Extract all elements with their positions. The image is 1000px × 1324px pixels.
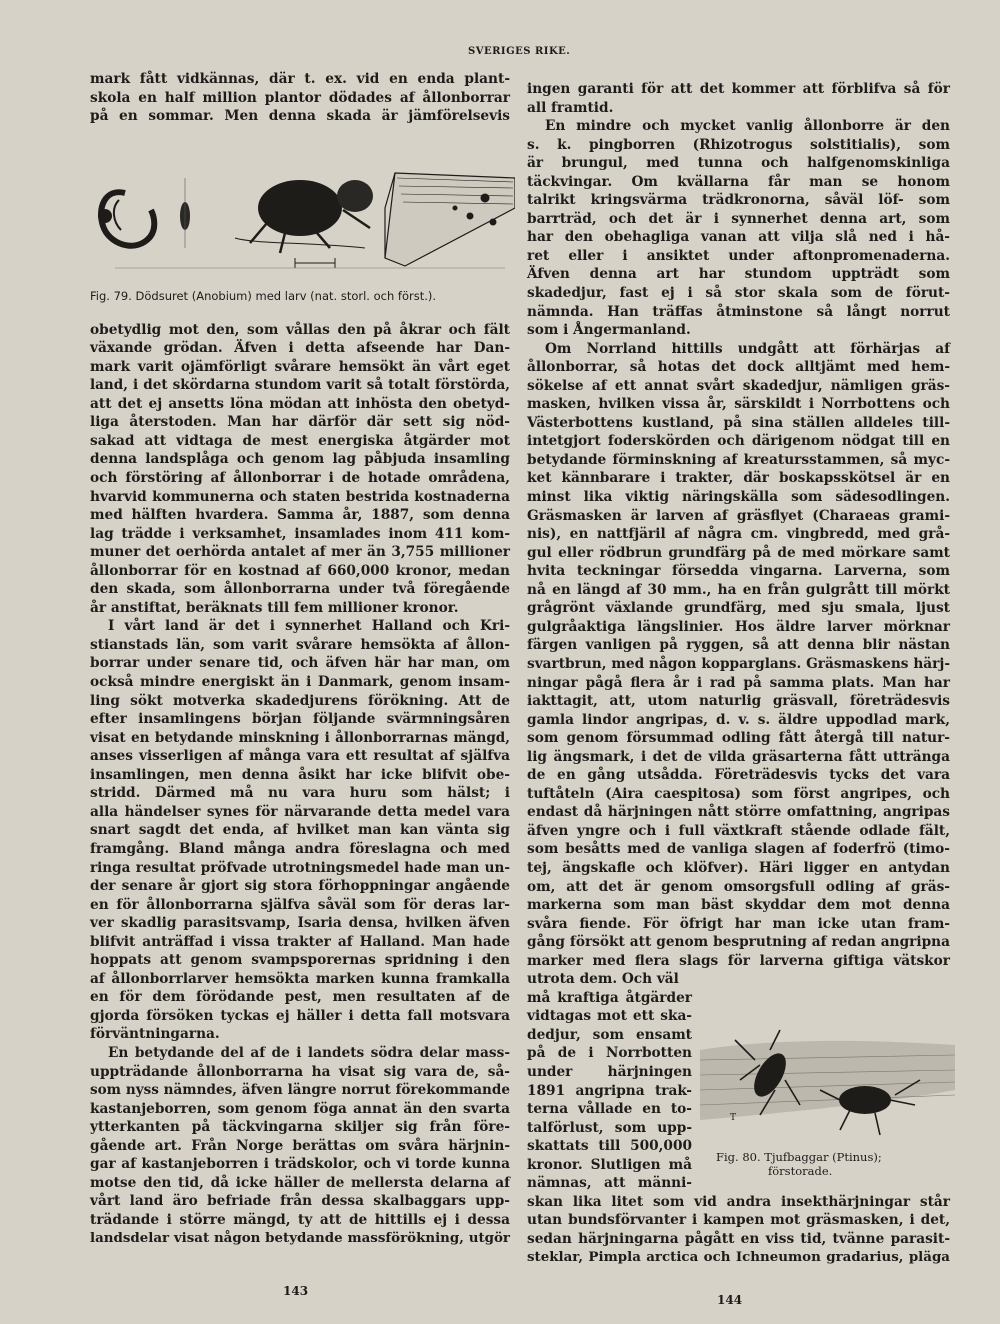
text-line: nå en längd af 30 mm., ha en från gulgrått till mörkt (527, 581, 950, 598)
small-beetle-drawing (180, 178, 190, 248)
text-line: svåra fiende. För öfrigt har man icke utan fram- (527, 915, 950, 932)
right-paragraph-2-tail (527, 1193, 950, 1267)
text-line: gar af kastanjeborren i trädskolor, och vi torde kunna (90, 1156, 510, 1173)
text-line: endast då härjningen nått större omfattning, angripas (527, 804, 950, 821)
text-line: gul eller rödbrun grundfärg på de med mörkare samt (527, 544, 950, 561)
text-line: grågrönt växlande grundfärg, med sju smala, ljust (527, 600, 950, 617)
text-line: trädande i större mängd, ty att de hittills ej i dessa (90, 1211, 510, 1228)
text-line: färgen vanligen på ryggen, så att denna blir nästan (527, 637, 950, 654)
text-line: alla händelser synes för närvarande detta medel vara (90, 803, 510, 820)
text-line: äfven yngre och i full växtkraft stående odlade fält, (527, 822, 950, 839)
right-paragraph-1 (527, 117, 950, 340)
text-line: dedjur, som ensamt (527, 1026, 692, 1043)
text-line: växande grödan. Äfven i detta afseende har Dan- (90, 340, 510, 357)
figure-80-ptinus-illustration (700, 1020, 955, 1150)
text-line: också mindre energiskt än i Danmark, genom insam- (90, 674, 510, 691)
text-line: uppträdande ållonborrarna ha visat sig vara de, så- (90, 1063, 510, 1080)
svg-text:T: T (730, 1113, 737, 1123)
right-paragraph-2 (527, 340, 950, 989)
text-line: snart sagdt det enda, af hvilket man kan vänta sig (90, 822, 510, 839)
text-line: skan lika litet som vid andra insekthärjningar står (527, 1193, 950, 1210)
text-line: 1891 angripna trak- (527, 1082, 692, 1099)
text-line: skola en half million plantor dödades af ållonborrar (90, 89, 510, 106)
text-line: terna vållade en to- (527, 1101, 692, 1118)
text-line: hvita teckningar försedda vingarna. Larverna, som (527, 563, 950, 580)
text-line: vidtagas mot ett ska- (527, 1008, 692, 1025)
text-line: ket kännbarare i trakter, där boskapsskötsel är en (527, 470, 950, 487)
text-line: som nyss nämndes, äfven längre norrut förekommande (90, 1082, 510, 1099)
page-number-right: 144 (717, 1293, 743, 1307)
running-header: SVERIGES RIKE. (468, 46, 571, 57)
text-line: som i Ångermanland. (527, 322, 691, 339)
left-intro-text (90, 70, 510, 126)
text-line: om, att det är genom omsorgsfull odling af gräs- (527, 878, 950, 895)
text-line: lig ängsmark, i det de vilda gräsarterna fått utträngа (527, 748, 950, 765)
figure-80-caption-line-1: Fig. 80. Tjufbaggar (Ptinus); (716, 1150, 882, 1164)
text-line: blifvit anträffad i vissa trakter af Halland. Man hade (90, 933, 510, 950)
text-line: de en gång utsådda. Företrädesvis tycks det vara (527, 767, 950, 784)
text-line: land, i det skördarna stundom varit så totalt förstörda, (90, 377, 510, 394)
text-line: sedan härjningarna pågått en viss tid, tvänne parasit- (527, 1230, 950, 1247)
text-line: ållonborrar för en kostnad af 660,000 kronor, medan (90, 562, 510, 579)
text-line: på en sommar. Men denna skada är jämförelsevis (90, 108, 510, 125)
text-line: der senare år gjort sig stora förhoppningar angående (90, 878, 510, 895)
text-line: denna landsplåga och genom lag påbjuda insamling (90, 451, 510, 468)
text-line: ingen garanti för att det kommer att förblifva så för (527, 81, 950, 97)
right-paragraph-2-narrow (527, 989, 692, 1193)
left-paragraph-2 (90, 617, 510, 1044)
text-line: all framtid. (527, 99, 614, 116)
text-line: kronor. Slutligen må (527, 1156, 692, 1173)
text-line: hvarvid kommunerna och staten bestrida kostnaderna (90, 488, 510, 505)
text-line: Gräsmasken är larven af gräsflyet (Charaeas grami- (527, 507, 950, 524)
text-line: nämnda. Han träffas åtminstone så långt norrut (527, 303, 950, 320)
text-line: minst lika viktig näringskälla som sädesodlingen. (527, 489, 950, 506)
anobium-beetle-drawing (235, 180, 373, 253)
text-line: vårt land äro befriade från dessa skalbaggars upp- (90, 1193, 510, 1210)
figure-79-caption: Fig. 79. Dödsuret (Anobium) med larv (nat. storl. och först.). (90, 289, 437, 303)
text-line: marker med flera slags för larverna giftiga vätskor (527, 952, 950, 969)
page-number-left: 143 (283, 1284, 309, 1298)
text-line: ållonborrar, så hotas det dock alltjämt med hem- (527, 359, 950, 376)
text-line: stridd. Därmed må nu vara huru som hälst; i (90, 785, 510, 802)
figure-79-anobium-illustration (85, 148, 515, 278)
figure-80-caption-line-2: förstorade. (768, 1164, 833, 1178)
text-line: liga återstoden. Man har därför där sett sig nöd- (90, 414, 510, 431)
text-line: täckvingar. Om kvällarna får man se honom (527, 173, 950, 190)
text-line: ver skadlig parasitsvamp, Isaria densa, hvilken äfven (90, 915, 510, 932)
text-line: sökelse af ett annat svårt skadedjur, nämligen gräs- (527, 377, 950, 394)
text-line: iakttagit, att, utom naturlig gräsvall, företrädesvis (527, 693, 950, 710)
text-line: en för ållonborrarna själfva såväl som för deras lar- (90, 896, 510, 913)
text-line: mark varit ojämförligt svårare hemsökt än vårt eget (90, 358, 510, 375)
text-line: ytterkanten på täckvingarna skiljer sig från före- (90, 1119, 510, 1136)
text-line: utan bundsförvanter i kampen mot gräsmasken, i det, (527, 1212, 950, 1229)
text-line: nis), en nattfjäril af några cm. vingbredd, med grå- (527, 526, 950, 543)
text-line: utrota dem. Och väl (527, 971, 679, 988)
text-line: En mindre och mycket vanlig ållonborre är den (545, 118, 950, 135)
right-paragraph-0 (527, 80, 950, 117)
text-line: framgång. Bland många andra föreslagna och med (90, 840, 510, 857)
left-paragraph-3 (90, 1044, 510, 1248)
text-line: nämnas, att männi- (527, 1175, 692, 1192)
text-line: masken, hvilken vissa år, särskildt i Norrbottens och (527, 396, 950, 413)
text-line: intetgjort foderskörden och därigenom nödgat till en (527, 433, 950, 450)
text-line: markerna som man bäst skyddar dem mot denna (527, 897, 950, 914)
text-line: steklar, Pimpla arctica och Ichneumon gradarius, pläga (527, 1249, 950, 1266)
text-line: ningar pågå flera år i rad på samma plats. Man har (527, 674, 950, 691)
text-line: att det ej ansetts löna mödan att inhösta den obetyd- (90, 395, 510, 412)
text-line: som genom försummad odling fått återgå till natur- (527, 730, 950, 747)
left-paragraph-1 (90, 321, 510, 618)
text-line: landsdelar visat någon betydande massförökning, utgör (90, 1230, 510, 1247)
text-line: anses visserligen af många vara ett resultat af själfva (90, 748, 510, 765)
text-line: Om Norrland hittills undgått att förhärjas af (545, 340, 950, 357)
text-line: borrar under senare tid, och äfven här har man, om (90, 655, 510, 672)
text-line: under härjningen (527, 1063, 692, 1080)
text-line: med hälften hvardera. Samma år, 1887, som denna (90, 507, 510, 524)
text-line: tej, ängskafle och klöfver). Häri ligger en antydan (527, 859, 950, 876)
text-line: s. k. pingborren (Rhizotrogus solstitialis), som (527, 136, 950, 153)
text-line: En betydande del af de i landets södra delar mass- (108, 1044, 510, 1061)
wood-block-drawing (385, 173, 515, 266)
larva-drawing (99, 192, 154, 245)
text-line: I vårt land är det i synnerhet Halland och Kri- (108, 618, 510, 635)
text-line: förväntningarna. (90, 1026, 220, 1043)
text-line: den skada, som ållonborrarna under två föregående (90, 581, 510, 598)
text-line: som besåtts med de vanliga slagen af foderfrö (timo- (527, 841, 950, 858)
text-line: mark fått vidkännas, där t. ex. vid en enda plant- (90, 71, 510, 87)
text-line: gulgråaktiga längslinier. Hos äldre larver mörknar (527, 618, 950, 635)
text-line: ling sökt motverka skadedjurens förökning. Att de (90, 692, 510, 709)
text-line: betydande förminskning af kreatursstammen, så myc- (527, 451, 950, 468)
figure-80-caption (716, 1150, 956, 1178)
text-line: gående art. Från Norge berättas om svåra härjnin- (90, 1137, 510, 1154)
text-line: gång försökt att genom besprutning af redan angripna (527, 934, 950, 951)
text-line: är brungul, med tunna och halfgenomskinliga (527, 155, 950, 172)
text-line: hoppats att genom svampsporernas spridning i den (90, 952, 510, 969)
text-line: ringa resultat pröfvade utrotningsmedel hade man un- (90, 859, 510, 876)
text-line: efter insamlingens början följande svärmningsåren (90, 711, 510, 728)
text-line: talrikt kringsvärma trädkronorna, såväl löf- som (527, 192, 950, 209)
text-line: stianstads län, som varit svårare hemsökta af ållon- (90, 636, 510, 653)
text-line: motse den tid, då icke häller de mellersta delarna af (90, 1174, 510, 1191)
text-line: af ållonborrlarver hemsökta marken kunna framkalla (90, 970, 510, 987)
text-line: skattats till 500,000 (527, 1138, 692, 1155)
text-line: gamla lindor angripas, d. v. s. äldre uppodlad mark, (527, 711, 950, 728)
text-line: muner det oerhörda antalet af mer än 3,755 millioner (90, 544, 510, 561)
text-line: sakad att vidtaga de mest energiska åtgärder mot (90, 432, 510, 449)
text-line: Västerbottens kustland, på sina ställen alldeles till- (527, 414, 950, 431)
text-line: svartbrun, med någon kopparglans. Gräsmaskens härj- (527, 655, 950, 672)
text-line: år anstiftat, beräknats till fem millioner kronor. (90, 599, 459, 616)
text-line: talförlust, som upp- (527, 1119, 692, 1136)
text-line: skadedjur, fast ej i så stor skala som de förut- (527, 285, 950, 302)
text-line: lag trädde i verksamhet, insamlades inom 411 kom- (90, 525, 510, 542)
text-line: obetydlig mot den, som vållas den på åkrar och fält (90, 321, 510, 338)
text-line: Äfven denna art har stundom uppträdt som (527, 266, 950, 283)
text-line: ret eller i ansiktet under aftonpromenaderna. (527, 247, 950, 264)
text-line: kastanjeborren, som genom föga annat än den svarta (90, 1100, 510, 1117)
text-line: och förstöring af ållonborrar i de hotade områdena, (90, 470, 510, 487)
text-line: barrträd, och det är i synnerhet denna art, som (527, 210, 950, 227)
text-line: har den obehagliga vanan att vilja slå ned i hå- (527, 229, 950, 246)
text-line: en för dem förödande pest, men resultaten af de (90, 989, 510, 1006)
text-line: må kraftiga åtgärder (527, 989, 692, 1006)
text-line: gjorda försöken tyckas ej häller i detta fall motsvara (90, 1007, 510, 1024)
text-line: visat en betydande minskning i ållonborrarnas mängd, (90, 729, 510, 746)
text-line: insamlingen, men denna åsikt har icke blifvit obe- (90, 766, 510, 783)
text-line: tuftåteln (Aira caespitosa) som först angripes, och (527, 785, 950, 802)
text-line: på de i Norrbotten (527, 1045, 692, 1062)
